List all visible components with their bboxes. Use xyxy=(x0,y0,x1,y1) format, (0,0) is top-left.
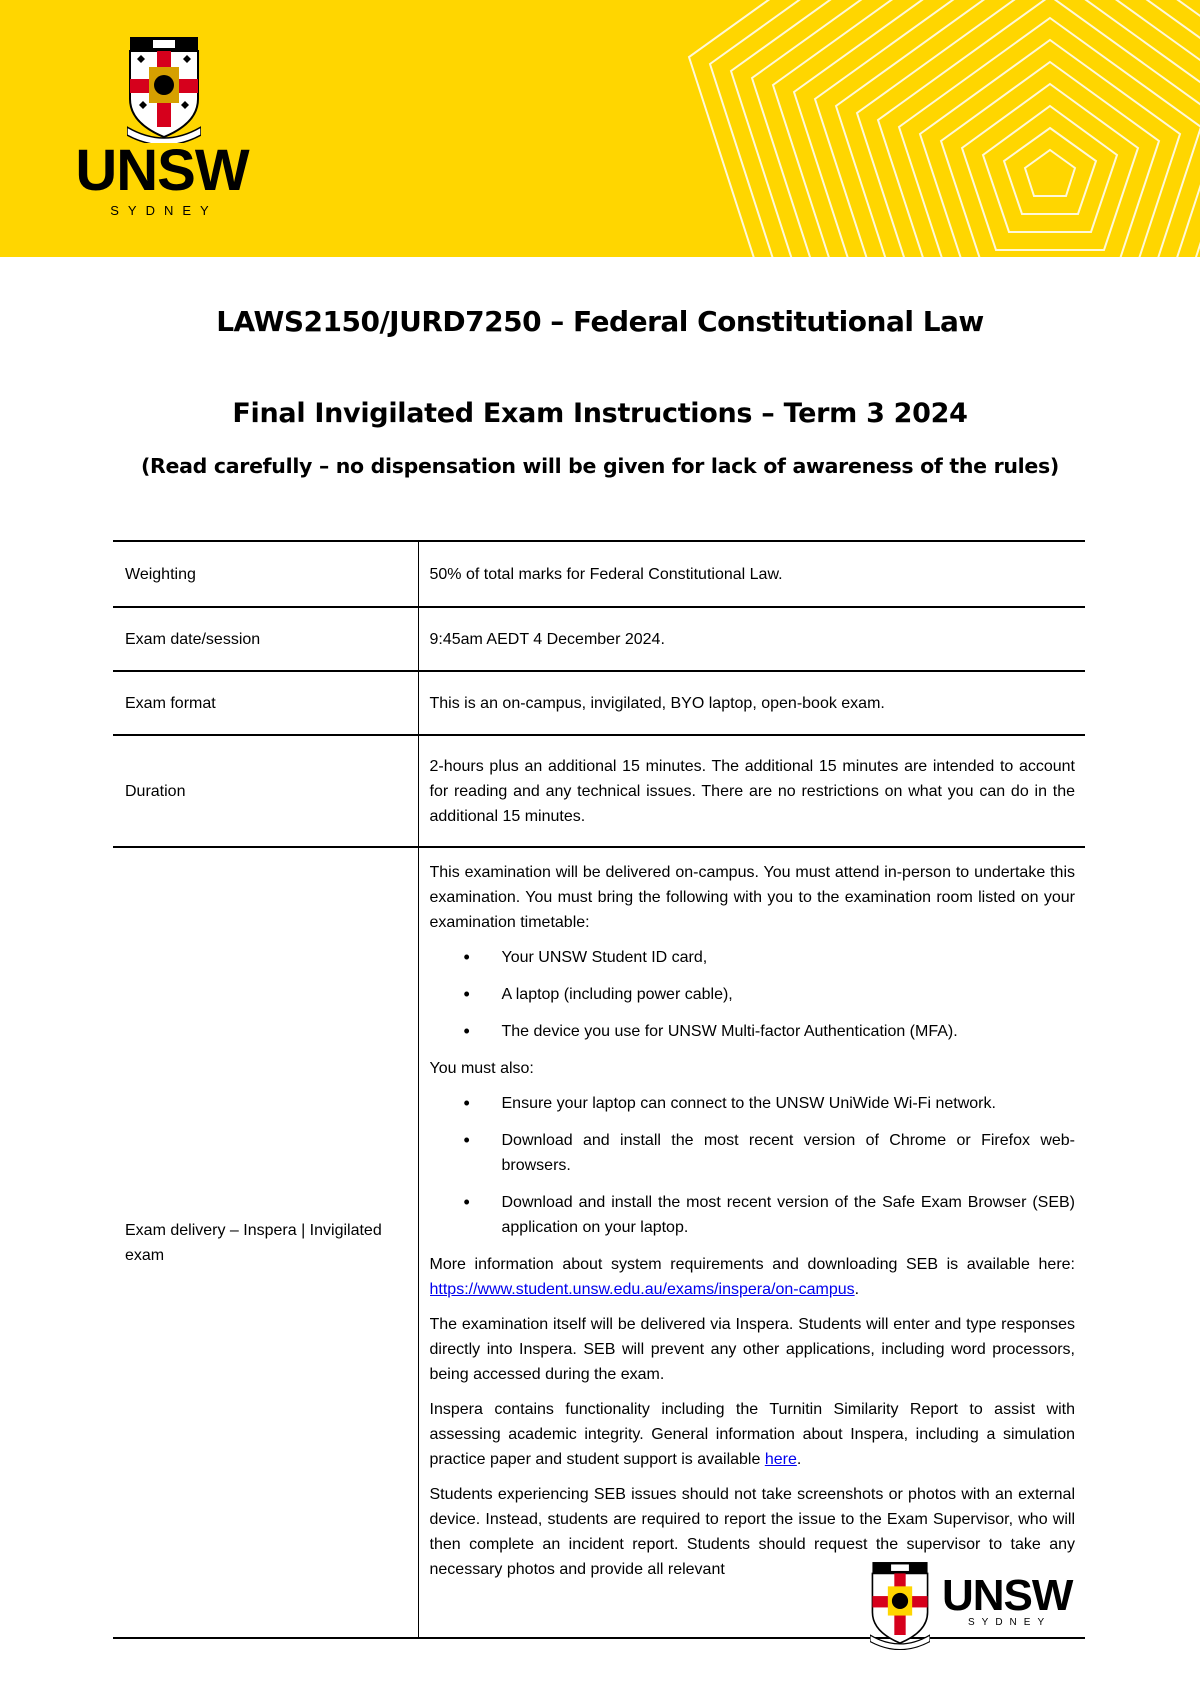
table-row xyxy=(113,671,1085,735)
row-label: Exam date/session xyxy=(113,607,418,671)
inspera-oncampus-link[interactable]: https://www.student.unsw.edu.au/exams/inspera/on-campus xyxy=(429,1281,855,1298)
sydney-wordmark-footer: SYDNEY xyxy=(968,1617,1052,1628)
table-row xyxy=(113,735,1085,847)
row-value xyxy=(418,847,1085,1638)
row-label: Exam delivery – Inspera | Invigilated exam xyxy=(113,847,418,1638)
delivery-intro: This examination will be delivered on-campus. You must attend in-person to undertake this examination. You must bring the following with you to the examination room listed on your examination timetable: xyxy=(429,864,1075,931)
unsw-wordmark-footer: UNSW xyxy=(942,1571,1073,1620)
unsw-crest-logo xyxy=(127,37,201,143)
turnitin-paragraph xyxy=(430,1397,1076,1472)
list-item: • A laptop (including power cable), xyxy=(502,982,1076,1007)
unsw-crest-logo-footer xyxy=(870,1560,930,1650)
sydney-wordmark: SYDNEY xyxy=(110,203,218,218)
list-item: • Your UNSW Student ID card, xyxy=(502,945,1076,970)
row-label: Duration xyxy=(113,735,418,847)
turnitin-text: Inspera contains functionality including the Turnitin Similarity Report to assist with assessing academic integrity. General information about Inspera, including a simulation practice paper and student support is available xyxy=(429,1401,1075,1468)
row-value: This is an on-campus, invigilated, BYO laptop, open-book exam. xyxy=(418,671,1085,735)
table-row xyxy=(113,541,1085,607)
unsw-wordmark: UNSW xyxy=(75,138,249,203)
list-item: • The device you use for UNSW Multi-factor Authentication (MFA). xyxy=(502,1019,1076,1044)
table-row xyxy=(113,847,1085,1638)
more-info-suffix: . xyxy=(854,1281,860,1298)
warning-subtitle: (Read carefully – no dispensation will be given for lack of awareness of the rules) xyxy=(140,454,1059,478)
inspera-info-link[interactable]: here xyxy=(764,1451,797,1468)
inspera-paragraph: The examination itself will be delivered via Inspera. Students will enter and type responses directly into Inspera. SEB will prevent any other applications, including word processors, being accessed during the exam. xyxy=(429,1316,1075,1383)
row-label: Exam format xyxy=(113,671,418,735)
turnitin-suffix: . xyxy=(796,1451,802,1468)
bring-list xyxy=(430,945,1076,1044)
seb-issues-paragraph: Students experiencing SEB issues should not take screenshots or photos with an external device. Instead, students are required to report the issue to the Exam Supervisor, who will then complete an incident report. Students should request the supervisor to take any necessary photos and provide all relevant xyxy=(429,1486,1075,1578)
header-banner xyxy=(0,0,1200,257)
delivery-content xyxy=(430,860,1076,1630)
list-item: • Download and install the most recent version of Chrome or Firefox web-browsers. xyxy=(502,1128,1076,1178)
course-title: LAWS2150/JURD7250 – Federal Constitutional Law xyxy=(216,305,984,338)
more-info-paragraph xyxy=(430,1252,1076,1302)
row-value: 50% of total marks for Federal Constitutional Law. xyxy=(418,541,1085,607)
row-label: Weighting xyxy=(113,541,418,607)
row-value: 2-hours plus an additional 15 minutes. The additional 15 minutes are intended to account for reading and any technical issues. There are no restrictions on what you can do in the additional 15 minutes. xyxy=(418,735,1085,847)
list-item: • Ensure your laptop can connect to the UNSW UniWide Wi-Fi network. xyxy=(502,1091,1076,1116)
table-row xyxy=(113,607,1085,671)
more-info-text: More information about system requirements and downloading SEB is available here: xyxy=(429,1256,1075,1273)
also-list xyxy=(430,1091,1076,1240)
exam-title: Final Invigilated Exam Instructions – Term 3 2024 xyxy=(232,398,968,429)
row-value: 9:45am AEDT 4 December 2024. xyxy=(418,607,1085,671)
list-item: • Download and install the most recent version of the Safe Exam Browser (SEB) application on your laptop. xyxy=(502,1190,1076,1240)
also-heading: You must also: xyxy=(429,1060,534,1077)
exam-info-table xyxy=(113,540,1085,1639)
